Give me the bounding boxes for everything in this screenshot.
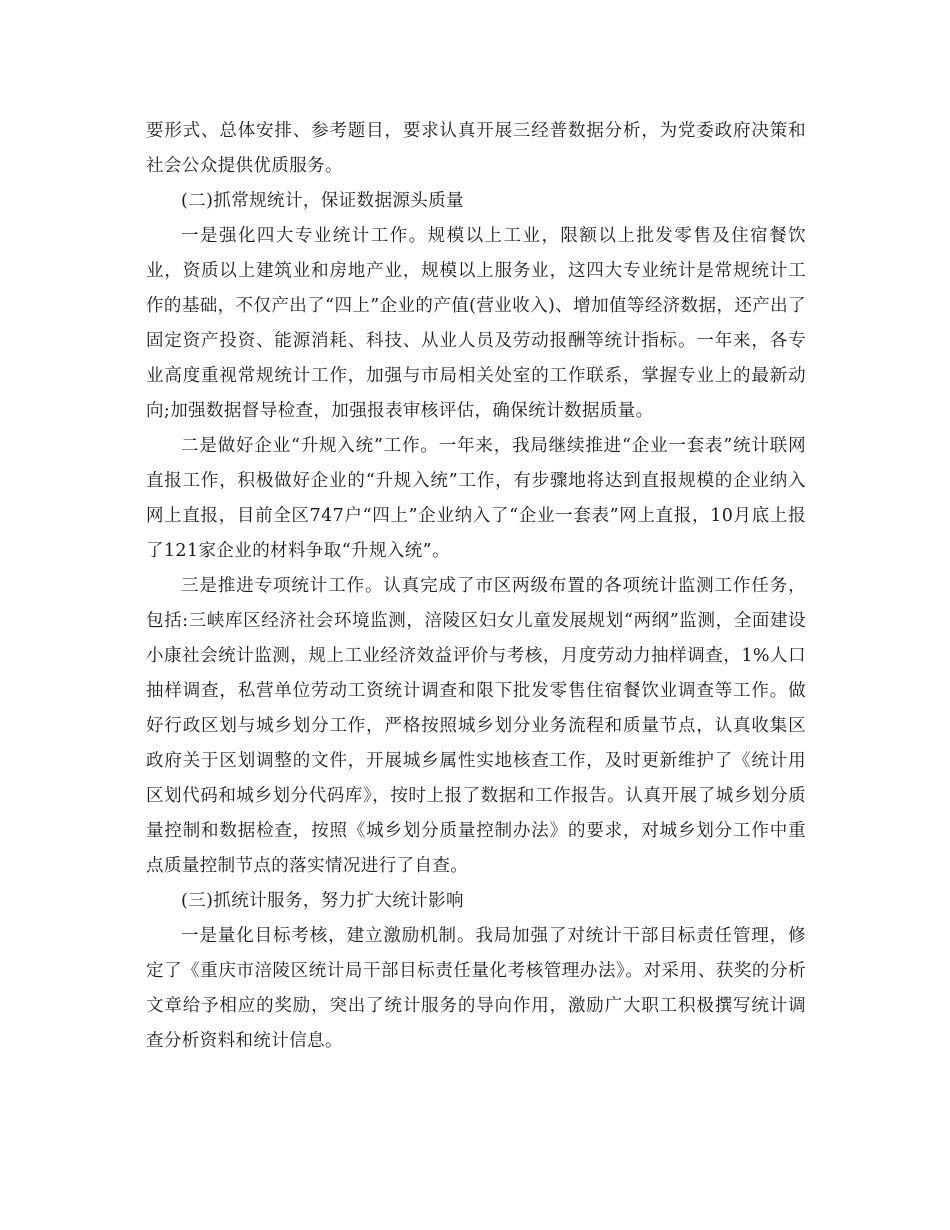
paragraph-four-major-statistics: 一是强化四大专业统计工作。规模以上工业，限额以上批发零售及住宿餐饮业，资质以上建筑业和房地产业，规模以上服务业，这四大专业统计是常规统计工作的基础，不仅产出了“四上”企业的产值(营业收入)、增加值等经济数据，还产出了固定资产投资、能源消耗、科技、从业人员及劳动报酬等统计指标。一年来，各专业高度重视常规统计工作，加强与市局相关处室的工作联系，掌握专业上的最新动向;加强数据督导检查，加强报表审核评估，确保统计数据质量。	[146, 226, 806, 421]
section-heading-2: (二)抓常规统计，保证数据源头质量	[181, 191, 464, 211]
section-heading-3: (三)抓统计服务，努力扩大统计影响	[181, 891, 464, 911]
paragraph-enterprise-upgrade: 二是做好企业“升规入统”工作。一年来，我局继续推进“企业一套表”统计联网直报工作，积极做好企业的“升规入统”工作，有步骤地将达到直报规模的企业纳入网上直报，目前全区747户“四上”企业纳入了“企业一套表”网上直报，10月底上报了121家企业的材料争取“升规入统”。	[146, 436, 806, 561]
paragraph-target-assessment: 一是量化目标考核，建立激励机制。我局加强了对统计干部目标责任管理，修定了《重庆市涪陵区统计局干部目标责任量化考核管理办法》。对采用、获奖的分析文章给予相应的奖励，突出了统计服务的导向作用，激励广大职工积极撰写统计调查分析资料和统计信息。	[146, 926, 806, 1051]
document-body	[146, 114, 806, 1059]
paragraph-continuation: 要形式、总体安排、参考题目，要求认真开展三经普数据分析，为党委政府决策和社会公众提供优质服务。	[146, 121, 806, 176]
paragraph-special-statistics: 三是推进专项统计工作。认真完成了市区两级布置的各项统计监测工作任务，包括:三峡库区经济社会环境监测，涪陵区妇女儿童发展规划“两纲”监测，全面建设小康社会统计监测，规上工业经济效益评价与考核，月度劳动力抽样调查，1%人口抽样调查，私营单位劳动工资统计调查和限下批发零售住宿餐饮业调查等工作。做好行政区划与城乡划分工作，严格按照城乡划分业务流程和质量节点，认真收集区政府关于区划调整的文件，开展城乡属性实地核查工作，及时更新维护了《统计用区划代码和城乡划分代码库》，按时上报了数据和工作报告。认真开展了城乡划分质量控制和数据检查，按照《城乡划分质量控制办法》的要求，对城乡划分工作中重点质量控制节点的落实情况进行了自查。	[146, 576, 806, 876]
